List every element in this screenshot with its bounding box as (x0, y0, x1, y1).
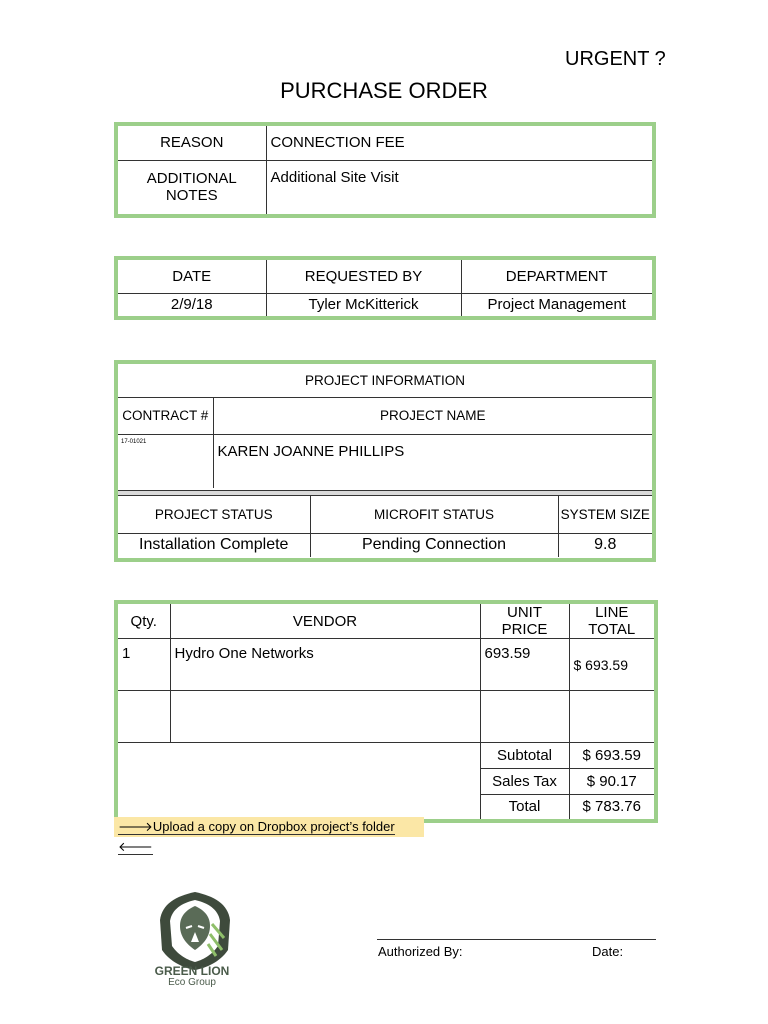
additional-notes-label: ADDITIONAL NOTES (116, 160, 266, 216)
unit-price-header: UNIT PRICE (480, 602, 569, 639)
date-label: DATE (116, 258, 266, 293)
subtotal-label: Subtotal (480, 743, 569, 769)
request-info-table (114, 256, 656, 320)
project-information-box (114, 360, 656, 562)
vendor-cell: Hydro One Networks (170, 639, 480, 691)
contract-number-value: 17-01021 (118, 434, 213, 488)
requested-by-value: Tyler McKitterick (266, 293, 461, 318)
vendor-cell (170, 691, 480, 743)
upload-note-text: 🡒Upload a copy on Dropbox project’s folder 🡐 (118, 819, 395, 854)
project-name-label: PROJECT NAME (213, 397, 652, 434)
sales-tax-value: $ 90.17 (569, 769, 656, 795)
project-status-label: PROJECT STATUS (118, 496, 310, 533)
urgent-label: URGENT ? (565, 48, 666, 70)
line-total-cell: $ 693.59 (569, 639, 656, 691)
authorized-by-label: Authorized By: (378, 944, 463, 959)
system-size-label: SYSTEM SIZE (558, 496, 652, 533)
unit-price-cell: 693.59 (480, 639, 569, 691)
subtotal-value: $ 693.59 (569, 743, 656, 769)
additional-notes-value: Additional Site Visit (266, 160, 654, 216)
date-value: 2/9/18 (116, 293, 266, 318)
total-label: Total (480, 795, 569, 821)
table-row (116, 691, 656, 743)
line-total-cell (569, 691, 656, 743)
microfit-status-label: MICROFIT STATUS (310, 496, 558, 533)
project-status-table (118, 496, 652, 557)
microfit-status-value: Pending Connection (310, 533, 558, 557)
page-title: PURCHASE ORDER (280, 78, 488, 103)
logo-tagline: Eco Group (168, 977, 216, 988)
table-row (116, 639, 656, 691)
qty-cell (116, 691, 170, 743)
qty-cell: 1 (116, 639, 170, 691)
reason-value: CONNECTION FEE (266, 124, 654, 160)
unit-price-cell (480, 691, 569, 743)
project-status-value: Installation Complete (118, 533, 310, 557)
reason-label: REASON (116, 124, 266, 160)
totals-spacer (116, 743, 480, 821)
department-label: DEPARTMENT (461, 258, 654, 293)
project-name-table (118, 364, 652, 488)
project-information-heading: PROJECT INFORMATION (118, 364, 652, 397)
line-total-header: LINE TOTAL (569, 602, 656, 639)
logo-name: GREEN LION (154, 964, 230, 978)
signature-line (377, 939, 656, 940)
total-value: $ 783.76 (569, 795, 656, 821)
requested-by-label: REQUESTED BY (266, 258, 461, 293)
system-size-value: 9.8 (594, 536, 617, 554)
department-value: Project Management (461, 293, 654, 318)
reason-table (114, 122, 656, 218)
order-table (114, 600, 658, 823)
vendor-header: VENDOR (170, 602, 480, 639)
project-name-value: KAREN JOANNE PHILLIPS (217, 442, 405, 460)
sales-tax-label: Sales Tax (480, 769, 569, 795)
signature-date-label: Date: (592, 944, 624, 959)
contract-number-label: CONTRACT # (118, 397, 213, 434)
qty-header: Qty. (116, 602, 170, 639)
upload-note (114, 817, 424, 854)
